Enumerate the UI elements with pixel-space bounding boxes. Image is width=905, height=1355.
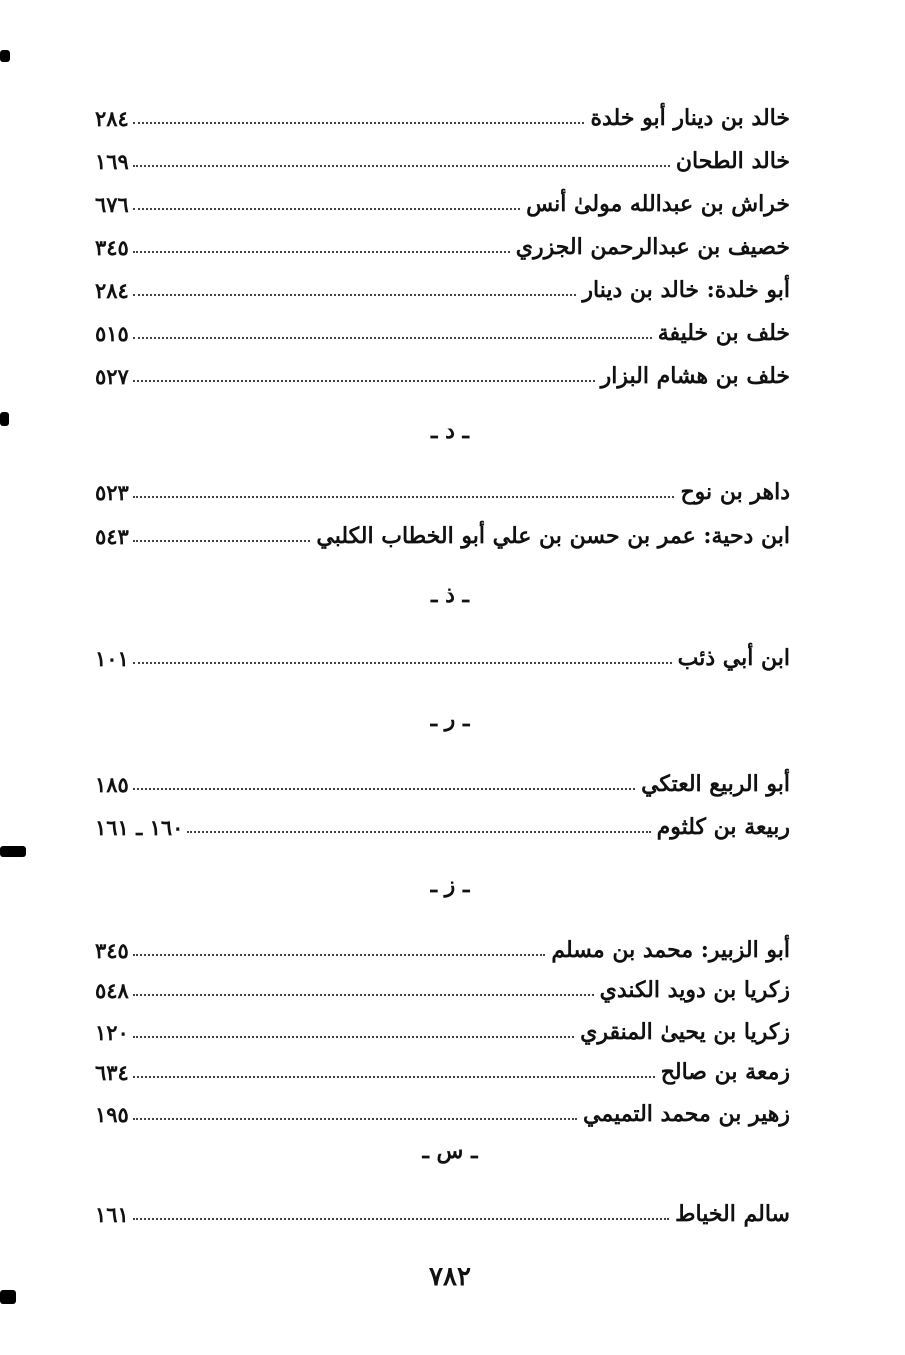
entry-name: داهر بن نوح [680,478,790,505]
section-heading: ـ ز ـ [430,872,470,898]
entry-page: ١٨٥ [95,771,129,797]
entry-page: ١٠١ [95,645,129,671]
section-heading: ـ د ـ [430,418,469,444]
entry-name: خالد الطحان [675,147,790,174]
entry-name: زمعة بن صالح [660,1058,790,1085]
leader-dots [133,292,577,296]
entry-page: ٦٧٦ [95,191,129,217]
index-entry [95,305,790,345]
index-entry [95,756,790,796]
entry-name: ربيعة بن كلثوم [656,813,790,840]
entry-page: ٣٤٥ [95,937,129,963]
scan-mark [0,50,10,62]
index-entry [95,1086,790,1126]
section-heading: ـ س ـ [422,1138,478,1164]
leader-dots [133,992,594,996]
entry-page: ١٦٠ ـ ١٦١ [95,814,184,840]
leader-dots [133,335,652,339]
index-entry [95,1004,790,1044]
leader-dots [133,163,670,167]
leader-dots [133,1034,574,1038]
entry-name: ابن أبي ذئب [677,644,790,671]
entry-page: ٦٣٤ [95,1059,129,1085]
index-entry [95,176,790,216]
index-entry [95,133,790,173]
section-heading: ـ ر ـ [430,706,470,732]
entry-name: خصيف بن عبدالرحمن الجزري [515,233,790,260]
index-entry [95,262,790,302]
leader-dots [133,952,545,956]
entry-page: ٢٨٤ [95,105,129,131]
index-entry [95,922,790,962]
entry-name: ابن دحية: عمر بن حسن بن علي أبو الخطاب الكلبي [316,522,790,549]
entry-page: ٥٤٣ [95,523,129,549]
entry-name: خالد بن دينار أبو خلدة [590,104,790,131]
page-number: ٧٨٢ [429,1262,471,1292]
entry-name: خلف بن خليفة [657,319,790,346]
entry-name: أبو خلدة: خالد بن دينار [582,276,790,303]
leader-dots [133,1116,577,1120]
index-entry [95,1044,790,1084]
entry-page: ١٦١ [95,1201,129,1227]
index-entry [95,348,790,388]
index-entry [95,464,790,504]
scan-mark [0,1290,16,1304]
entry-page: ٥١٥ [95,320,129,346]
entry-name: خلف بن هشام البزار [600,362,790,389]
entry-name: خراش بن عبدالله مولىٰ أنس [526,190,790,217]
leader-dots [133,1074,655,1078]
index-entry [95,219,790,259]
index-entry [95,799,790,839]
leader-dots [133,378,595,382]
entry-page: ٥٢٣ [95,479,129,505]
entry-name: أبو الربيع العتكي [641,770,790,797]
entry-name: زهير بن محمد التميمي [583,1100,790,1127]
entry-page: ٥٤٨ [95,977,129,1003]
index-entry [95,962,790,1002]
index-entry [95,508,790,548]
index-entry [95,1186,790,1226]
entry-name: زكريا بن دويد الكندي [599,976,790,1003]
entry-name: أبو الزبير: محمد بن مسلم [551,936,790,963]
section-heading: ـ ذ ـ [430,582,469,608]
scan-mark [0,846,26,857]
index-entry [95,630,790,670]
leader-dots [133,660,672,664]
scan-mark [0,412,9,426]
leader-dots [133,538,311,542]
leader-dots [187,829,650,833]
entry-page: ٥٢٧ [95,363,129,389]
entry-page: ١٦٩ [95,148,129,174]
entry-page: ١٩٥ [95,1101,129,1127]
entry-name: زكريا بن يحيىٰ المنقري [580,1018,790,1045]
entry-name: سالم الخياط [675,1200,790,1227]
index-entry [95,90,790,130]
leader-dots [133,1216,669,1220]
leader-dots [133,249,510,253]
leader-dots [133,120,585,124]
entry-page: ٣٤٥ [95,234,129,260]
leader-dots [133,494,675,498]
leader-dots [133,206,520,210]
leader-dots [133,786,635,790]
entry-page: ١٢٠ [95,1019,129,1045]
entry-page: ٢٨٤ [95,277,129,303]
